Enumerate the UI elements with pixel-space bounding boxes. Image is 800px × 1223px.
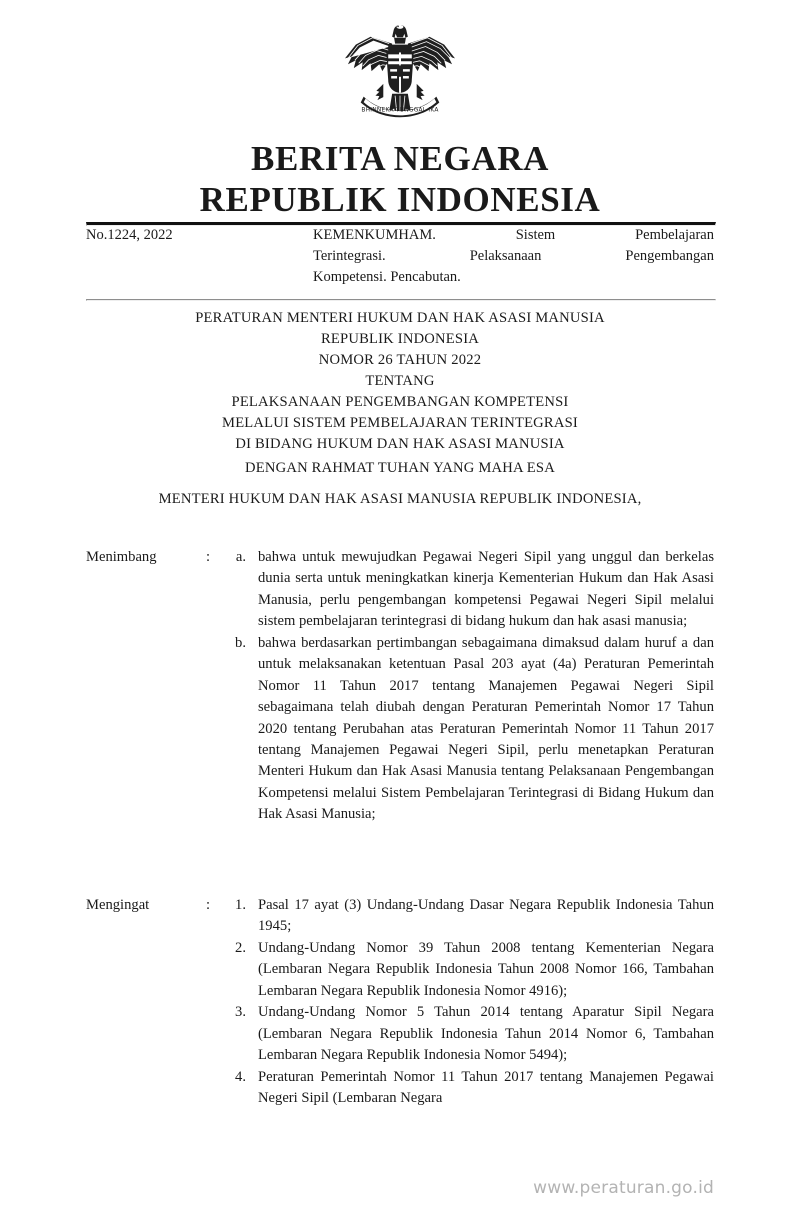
gazette-subject-line: Terintegrasi. Pelaksanaan Pengembangan <box>313 248 714 265</box>
footer-watermark: www.peraturan.go.id <box>533 1178 714 1198</box>
regulation-title-line: DI BIDANG HUKUM DAN HAK ASASI MANUSIA <box>235 436 565 452</box>
menimbang-item-text: bahwa berdasarkan pertimbangan sebagaimana dimaksud dalam huruf a dan untuk melaksanakan ketentuan Pasal 203 ayat (4a) Peraturan Pemerintah Nomor 11 Tahun 2017 tentang Manajemen Pegawai Negeri Sipil sebagaimana telah diubah dengan Peraturan Pemerintah Nomor 17 Tahun 2020 tentang Perubahan atas Peraturan Pemerintah Nomor 11 Tahun 2017 tentang Manajemen Pegawai Negeri Sipil, perlu menetapkan Peraturan Menteri Hukum dan Hak Asasi Manusia tentang Pelaksanaan Pengembangan Kompetensi melalui Sistem Pembelajaran Terintegrasi di Bidang Hukum dan Hak Asasi Manusia; <box>258 634 714 823</box>
emblem-container <box>0 22 800 139</box>
garuda-pancasila-emblem <box>341 22 459 134</box>
mengingat-item-text: Pasal 17 ayat (3) Undang-Undang Dasar Negara Republik Indonesia Tahun 1945; <box>258 897 714 935</box>
mengingat-item <box>220 1067 714 1110</box>
regulation-title <box>0 308 800 455</box>
mengingat-item-text: Undang-Undang Nomor 5 Tahun 2014 tentang Aparatur Sipil Negara (Lembaran Negara Republik Indonesia Tahun 2014 Nomor 6, Tambahan Lembaran Negara Republik Indonesia Nomor 5494); <box>258 1004 714 1064</box>
mengingat-item-marker: 1. <box>235 897 246 913</box>
menimbang-item-marker: b. <box>235 634 246 651</box>
masthead <box>0 138 800 221</box>
mengingat-item-text: Undang-Undang Nomor 39 Tahun 2008 tentang Kementerian Negara (Lembaran Negara Republik Indonesia Tahun 2008 Nomor 166, Tambahan Lembaran Negara Republik Indonesia Nomor 4916); <box>258 939 714 999</box>
mengingat-item-marker: 3. <box>235 1004 246 1021</box>
regulation-title-line: REPUBLIK INDONESIA <box>320 331 480 347</box>
svg-text:BHINNEKA TUNGGAL IKA: BHINNEKA TUNGGAL IKA <box>361 107 439 114</box>
mengingat-item <box>220 938 714 1002</box>
masthead-line-2: REPUBLIK INDONESIA <box>199 180 601 220</box>
menimbang-item-text: bahwa untuk mewujudkan Pegawai Negeri Sipil yang unggul dan berkelas dunia serta untuk meningkatkan kinerja Kementerian Hukum dan Hak Asasi Manusia, perlu pengembangan kompetensi Pegawai Negeri Sipil melalui sistem pembelajaran terintegrasi di bidang hukum dan hak asasi manusia; <box>258 549 714 630</box>
menimbang-items <box>220 547 714 826</box>
menimbang-section <box>86 547 714 826</box>
header-meta-divider <box>86 299 716 301</box>
menimbang-item-marker: a. <box>235 549 246 565</box>
mengingat-label: Mengingat <box>86 897 150 913</box>
masthead-line-1: BERITA NEGARA <box>251 139 549 178</box>
mengingat-items <box>220 895 714 1109</box>
gazette-subject <box>313 225 714 288</box>
gazette-subject-line: Kompetensi. Pencabutan. <box>313 269 461 286</box>
menimbang-label: Menimbang <box>86 549 157 565</box>
regulation-title-line: PERATURAN MENTERI HUKUM DAN HAK ASASI MANUSIA <box>195 310 605 326</box>
gazette-subject-line: KEMENKUMHAM. Sistem Pembelajaran <box>313 227 714 243</box>
header-meta <box>86 225 714 288</box>
mengingat-item <box>220 1002 714 1066</box>
gazette-number: No.1224, 2022 <box>86 227 173 243</box>
menimbang-item <box>220 547 714 633</box>
mengingat-item-marker: 2. <box>235 939 246 956</box>
blessing-line: DENGAN RAHMAT TUHAN YANG MAHA ESA <box>245 460 555 476</box>
menimbang-item <box>220 633 714 826</box>
mengingat-section <box>86 895 714 1109</box>
menimbang-colon: : <box>206 549 211 565</box>
regulation-title-line: MELALUI SISTEM PEMBELAJARAN TERINTEGRASI <box>222 415 578 431</box>
regulation-tentang: TENTANG <box>365 373 435 389</box>
issuing-authority: MENTERI HUKUM DAN HAK ASASI MANUSIA REPUBLIK INDONESIA, <box>158 491 642 507</box>
regulation-number: NOMOR 26 TAHUN 2022 <box>318 352 482 368</box>
mengingat-item-text: Peraturan Pemerintah Nomor 11 Tahun 2017 tentang Manajemen Pegawai Negeri Sipil (Lembaran Negara <box>258 1068 714 1106</box>
mengingat-colon: : <box>206 897 211 913</box>
mengingat-item <box>220 895 714 938</box>
mengingat-item-marker: 4. <box>235 1068 246 1085</box>
regulation-title-line: PELAKSANAAN PENGEMBANGAN KOMPETENSI <box>231 394 569 410</box>
